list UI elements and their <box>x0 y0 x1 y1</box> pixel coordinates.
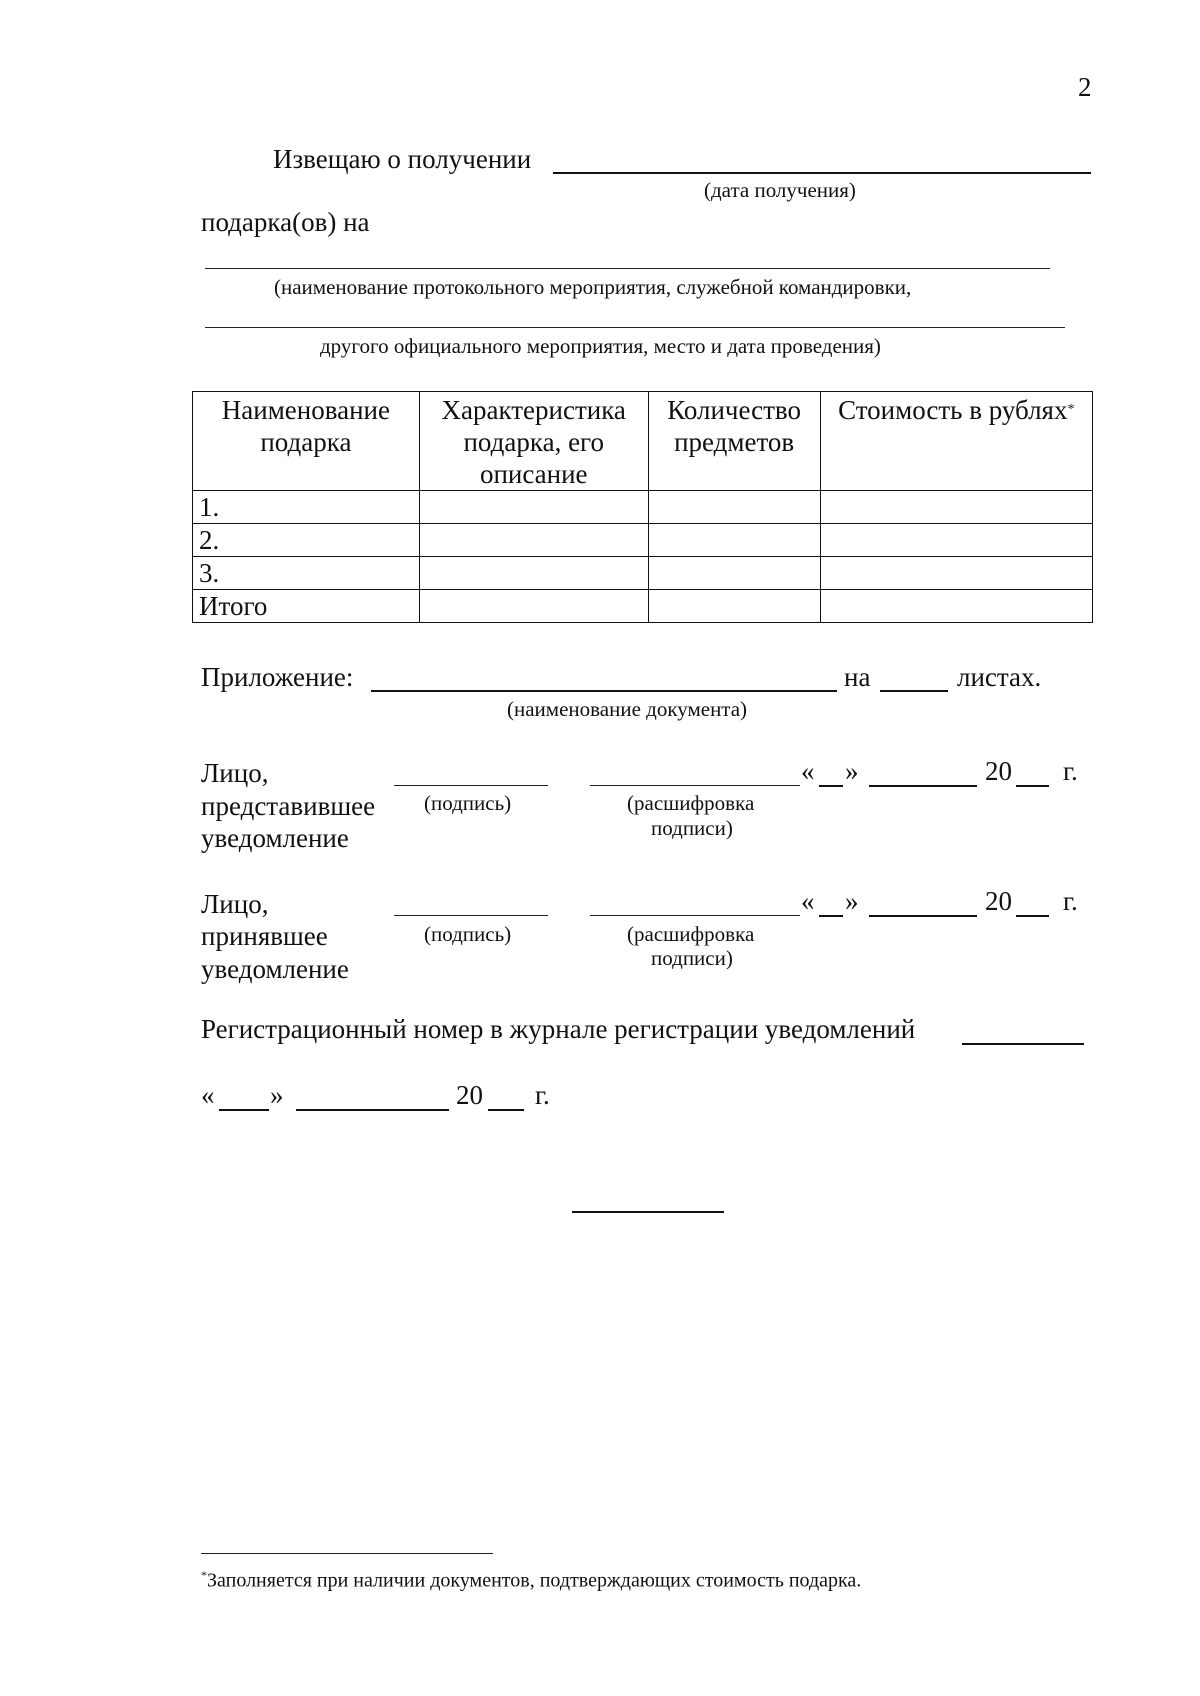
header-gift-description: Характеристика подарка, его описание <box>419 392 648 491</box>
receiver-decode-caption-1: (расшифровка <box>627 922 755 946</box>
footnote-separator <box>201 1553 493 1554</box>
registration-text: Регистрационный номер в журнале регистрации уведомлений <box>201 1014 916 1044</box>
presenter-year-suffix: г. <box>1063 756 1078 786</box>
registration-day-field[interactable] <box>219 1109 269 1111</box>
registration-year-prefix: 20 <box>456 1080 483 1110</box>
cell-quantity[interactable] <box>648 524 820 557</box>
cell-quantity[interactable] <box>648 491 820 524</box>
presenter-day-field[interactable] <box>819 785 843 787</box>
cell-cost[interactable] <box>820 557 1092 590</box>
table-row <box>193 557 1093 590</box>
cell-cost[interactable] <box>820 524 1092 557</box>
presenter-year-field[interactable] <box>1016 785 1049 787</box>
header-gift-name: Наименование подарка <box>193 392 420 491</box>
presenter-quote-open: « <box>801 756 815 786</box>
header-cost-label: Стоимость в рублях <box>838 395 1068 425</box>
presenter-month-field[interactable] <box>869 785 977 787</box>
cell-quantity[interactable] <box>648 590 820 623</box>
cell-description[interactable] <box>419 590 648 623</box>
page-number: 2 <box>1078 72 1092 102</box>
row-label: 2. <box>193 524 420 557</box>
receiver-label-2: принявшее <box>201 921 328 951</box>
presenter-signature-caption: (подпись) <box>424 791 512 815</box>
row-label: 3. <box>193 557 420 590</box>
cell-quantity[interactable] <box>648 557 820 590</box>
receiver-decode-field[interactable] <box>590 915 800 916</box>
presenter-decode-caption-1: (расшифровка <box>627 791 755 815</box>
footnote <box>201 1568 861 1593</box>
cell-description[interactable] <box>419 491 648 524</box>
presenter-signature-field[interactable] <box>394 785 548 786</box>
registration-month-field[interactable] <box>296 1109 449 1111</box>
presenter-decode-field[interactable] <box>590 785 800 786</box>
gifts-table <box>192 391 1093 623</box>
presenter-label-1: Лицо, <box>201 758 269 788</box>
cell-description[interactable] <box>419 557 648 590</box>
gifts-on-label: подарка(ов) на <box>201 207 370 237</box>
receiver-quote-close: » <box>845 886 859 916</box>
attachment-caption: (наименование документа) <box>507 697 748 721</box>
attachment-on: на <box>844 662 871 692</box>
table-total-row <box>193 590 1093 623</box>
receiver-month-field[interactable] <box>869 915 977 917</box>
registration-year-field[interactable] <box>488 1109 524 1111</box>
event-caption-2: другого официального мероприятия, место и дата проведения) <box>320 334 881 358</box>
row-label: 1. <box>193 491 420 524</box>
attachment-document-field[interactable] <box>371 690 837 692</box>
closing-separator <box>572 1211 724 1213</box>
presenter-label-2: представившее <box>201 791 376 821</box>
registration-year-suffix: г. <box>535 1080 550 1110</box>
presenter-year-prefix: 20 <box>985 756 1012 786</box>
notify-text: Извещаю о получении <box>273 144 532 174</box>
receiver-label-1: Лицо, <box>201 889 269 919</box>
registration-number-field[interactable] <box>962 1043 1084 1045</box>
receiver-year-prefix: 20 <box>985 886 1012 916</box>
receiver-year-field[interactable] <box>1016 915 1049 917</box>
attachment-sheets-field[interactable] <box>880 690 948 692</box>
footnote-mark-bottom: * <box>201 1568 207 1582</box>
receiver-label-3: уведомление <box>201 954 349 984</box>
event-caption-1: (наименование протокольного мероприятия, служебной командировки, <box>274 275 912 299</box>
event-name-field-1[interactable] <box>205 268 1050 269</box>
footnote-mark: * <box>1067 402 1075 417</box>
attachment-sheets: листах. <box>957 662 1042 692</box>
attachment-label: Приложение: <box>201 662 354 692</box>
footnote-text: Заполняется при наличии документов, подтверждающих стоимость подарка. <box>207 1569 862 1592</box>
cell-cost[interactable] <box>820 590 1092 623</box>
receiver-signature-field[interactable] <box>394 915 548 916</box>
receiver-year-suffix: г. <box>1063 886 1078 916</box>
row-label-total: Итого <box>193 590 420 623</box>
receiver-quote-open: « <box>801 886 815 916</box>
receiver-signature-caption: (подпись) <box>424 922 512 946</box>
header-cost <box>820 392 1092 491</box>
table-row <box>193 524 1093 557</box>
presenter-quote-close: » <box>845 756 859 786</box>
header-quantity: Количество предметов <box>648 392 820 491</box>
registration-quote-close: » <box>270 1080 284 1110</box>
date-caption: (дата получения) <box>704 178 856 202</box>
event-name-field-2[interactable] <box>205 327 1065 328</box>
receiver-decode-caption-2: подписи) <box>651 946 733 970</box>
presenter-label-3: уведомление <box>201 823 349 853</box>
registration-quote-open: « <box>201 1080 215 1110</box>
presenter-decode-caption-2: подписи) <box>651 816 733 840</box>
table-row <box>193 491 1093 524</box>
table-header-row <box>193 392 1093 491</box>
receiver-day-field[interactable] <box>819 915 843 917</box>
date-received-field[interactable] <box>553 172 1091 174</box>
cell-cost[interactable] <box>820 491 1092 524</box>
cell-description[interactable] <box>419 524 648 557</box>
